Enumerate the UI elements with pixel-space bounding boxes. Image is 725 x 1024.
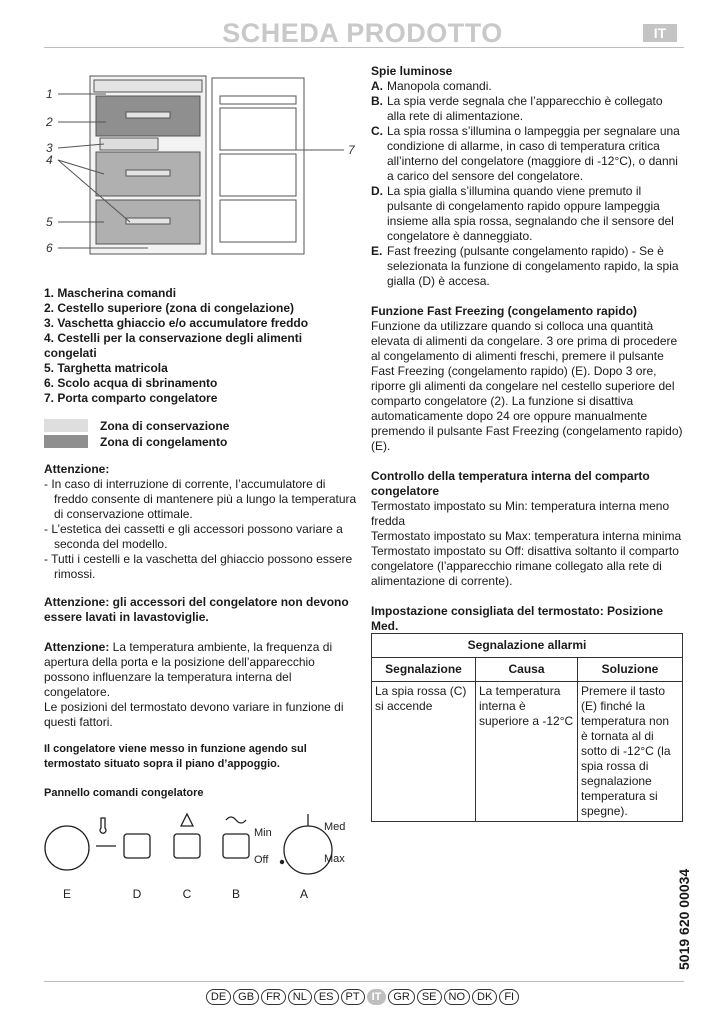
table-row [372,682,683,822]
header-signal: Segnalazione [372,658,476,682]
header-solution: Soluzione [578,658,683,682]
lang-se[interactable]: SE [417,989,442,1005]
light-item: B. La spia verde segnala che l’apparecchio è collegato alla rete di alimentazione. [371,94,663,123]
cell-signal: La spia rossa (C) si accende [372,682,476,822]
part-item: 7. Porta comparto congelatore [44,391,218,405]
part-item: 1. Mascherina comandi [44,286,177,300]
ambient-label: Attenzione: [44,640,110,654]
legend-label: Zona di congelamento [100,434,228,449]
lang-nl[interactable]: NL [288,989,312,1005]
red-light [174,834,200,858]
dial-max-label: Max [324,853,345,865]
panel-title: Pannello comandi congelatore [44,787,204,799]
dishwasher-warning: Attenzione: gli accessori del congelatore non devono essere lavati in lavastoviglie. [44,595,349,624]
control-panel [40,806,360,906]
header-cause: Causa [476,658,578,682]
label-a: A [299,887,309,901]
legend-row [44,434,229,449]
fast-freezing-button[interactable] [45,826,89,870]
thermostat-knob[interactable] [284,826,332,874]
lights-title: Spie luminose [371,64,453,78]
cell-solution: Premere il tasto (E) finché la temperatura non è tornata al di sotto di -12°C (la spia rossa di segnalazione temperatura si spegne). [578,682,683,822]
attention-section [44,462,359,582]
legend-row [44,418,229,433]
ambient-note [44,640,359,730]
callout-7: 7 [348,143,355,157]
light-item: A. Manopola comandi. [371,79,492,93]
part-item: 3. Vaschetta ghiaccio e/o accumulatore freddo [44,316,309,330]
thermometer-icon [100,818,106,833]
language-selector [0,989,725,1005]
light-item: D. La spia gialla s’illumina quando viene premuto il pulsante di congelamento rapido oppure lampeggia insieme alla spia rossa, segnalando che il sensore del congelatore è danneggiato. [371,184,674,243]
callout-6: 6 [46,241,53,255]
temperature-line: Termostato impostato su Off: disattiva soltanto il comparto congelatore (l’apparecchio rimane collegato alla rete di alimentazione di corrente). [371,544,679,588]
lang-fr[interactable]: FR [261,989,286,1005]
alarm-icon [181,814,193,826]
part-item: 6. Scolo acqua di sbrinamento [44,376,218,390]
fast-freezing-text: Funzione da utilizzare quando si colloca una quantità elevata di alimenti da congelare. 3 ore prima di procedere al congelamento di alimenti freschi, premere il pulsante Fast Freezing (congelamento rapido) (E). Dopo 3 ore, riporre gli alimenti da congelare nel cestello superiore del comparto congelatore (2). La funzione si disattiva automaticamente dopo 24 ore oppure manualmente premendo il pulsante Fast Freezing (congelamento rapido) (E). [371,319,683,453]
ambient-text: La temperatura ambiente, la frequenza di apertura della porta e la posizione dell’apparecchio possono influenzare la temperatura interna del congelatore. [44,640,333,699]
dial-med-label: Med [324,821,346,833]
attention-item: - Tutti i cestelli e la vaschetta del ghiaccio possono essere rimossi. [44,552,353,581]
label-b: B [231,887,241,901]
top-divider [44,47,684,48]
start-note: Il congelatore viene messo in funzione agendo sul termostato situato sopra il piano d’appoggio. [44,743,307,770]
lang-fi[interactable]: FI [499,989,519,1005]
part-item: 5. Targhetta matricola [44,361,168,375]
document-code: 5019 620 00034 [676,868,692,970]
callout-3: 3 [46,141,53,155]
lang-de[interactable]: DE [206,989,231,1005]
language-badge: IT [643,24,677,42]
lang-no[interactable]: NO [444,989,471,1005]
parts-list [44,286,344,406]
swatch-conservation [44,419,88,432]
yellow-light [124,834,150,858]
alarm-table-title: Segnalazione allarmi [372,634,683,658]
lang-gb[interactable]: GB [233,989,259,1005]
fast-freezing-title: Funzione Fast Freezing (congelamento rapido) [371,304,638,318]
light-item: C. La spia rossa s’illumina o lampeggia per segnalare una condizione di allarme, in caso di temperatura critica all’interno del congelatore (maggiore di -12°C), o danni a carico del sensore del congelatore. [371,124,680,183]
callout-4: 4 [46,153,53,167]
label-c: C [182,887,192,901]
callout-1: 1 [46,87,53,101]
green-light [223,834,249,858]
lang-gr[interactable]: GR [388,989,415,1005]
label-d: D [132,887,142,901]
part-item: 4. Cestelli per la conservazione degli alimenti congelati [44,331,303,360]
temperature-line: Termostato impostato su Max: temperatura interna minima [371,529,682,543]
callout-2: 2 [46,115,53,129]
light-item: E. Fast freezing (pulsante congelamento rapido) - Se è selezionata la funzione di congelamento rapido, la spia gialla (D) è accesa. [371,244,679,288]
dial-min-label: Min [254,827,272,839]
cell-cause: La temperatura interna è superiore a -12°C [476,682,578,822]
attention-title: Attenzione: [44,462,110,476]
ice-tray [100,138,158,150]
lang-dk[interactable]: DK [472,989,497,1005]
legend-label: Zona di conservazione [100,418,230,433]
lang-es[interactable]: ES [314,989,339,1005]
page-title: SCHEDA PRODOTTO [222,18,503,48]
lang-it[interactable]: IT [367,989,387,1005]
zone-legend [44,418,229,450]
control-panel-strip [94,80,202,92]
right-column [371,64,683,634]
alarm-table [371,633,683,822]
freezer-diagram [44,72,364,262]
temperature-title: Controllo della temperatura interna del comparto congelatore [371,469,650,498]
swatch-freezing [44,435,88,448]
dial-off-label: Off [254,854,269,866]
recommended-setting: Impostazione consigliata del termostato: Posizione Med. [371,604,664,633]
part-item: 2. Cestello superiore (zona di congelazione) [44,301,295,315]
attention-list [44,477,359,582]
attention-item: - L’estetica dei cassetti e gli accessori possono variare a seconda del modello. [44,522,343,551]
ambient-text-2: Le posizioni del termostato devono variare in funzione di questi fattori. [44,700,344,729]
label-e: E [62,887,72,901]
temperature-line: Termostato impostato su Min: temperatura interna meno fredda [371,499,670,528]
bottom-divider [44,981,684,982]
lang-pt[interactable]: PT [341,989,365,1005]
attention-item: - In caso di interruzione di corrente, l’accumulatore di freddo consente di mantenere più a lungo la temperatura di conservazione ottimale. [44,477,357,521]
wave-icon [226,817,246,823]
callout-5: 5 [46,215,53,229]
